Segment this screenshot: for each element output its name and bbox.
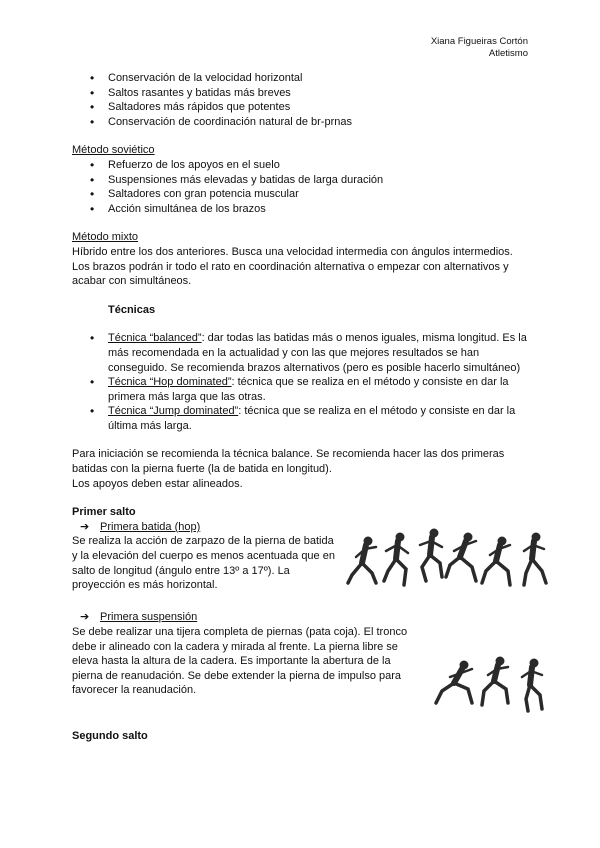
- technique-name: Técnica “balanced”: [108, 332, 202, 345]
- batida-paragraph: Se realiza la acción de zarpazo de la pierna de batida y la elevación del cuerpo es menos acentuada que en salto de longitud (ángulo entre 13º a 17º). La proyección es más horizontal.: [72, 535, 335, 592]
- apoyos-paragraph: Los apoyos deben estar alineados.: [72, 477, 243, 490]
- athlete-silhouette: [348, 537, 376, 583]
- athlete-silhouette: [524, 533, 546, 585]
- list-item: • Saltadores más rápidos que potentes: [72, 100, 527, 115]
- list-item: [72, 375, 527, 404]
- segundo-salto-heading: Segundo salto: [72, 730, 148, 743]
- technique-name: Técnica “Jump dominated”: [108, 405, 239, 418]
- athlete-silhouette: [384, 533, 408, 585]
- list-item: • Conservación de la velocidad horizontal: [72, 71, 527, 86]
- list-item: [72, 404, 527, 433]
- subject-name: Atletismo: [488, 48, 528, 59]
- page-header: [431, 36, 528, 60]
- technique-desc: : dar todas las batidas más o menos iguales, misma longitud. Es la más recomendada en la actualidad y con las que mejores resultados se han conseguido. Se recomienda brazos alternativos (pero es posible hacerlo simultáneo): [108, 332, 527, 374]
- list-item: • Refuerzo de los apoyos en el suelo: [72, 158, 527, 173]
- athlete-silhouette: [436, 661, 472, 703]
- batida-block: [72, 534, 527, 602]
- section-title-mixto: Método mixto: [72, 231, 139, 244]
- iniciacion-paragraph: Para iniciación se recomienda la técnica balance. Se recomienda hacer las dos primeras batidas con la pierna fuerte (la de batida en longitud).: [72, 448, 505, 476]
- suspension-subheading: [72, 610, 527, 625]
- sovietico-list: [72, 158, 527, 216]
- hop-sequence-figure: [346, 527, 556, 593]
- technique-name: Técnica “Hop dominated”: [108, 376, 232, 389]
- arrow-icon: ➔: [80, 520, 90, 533]
- technique-desc: : técnica que se realiza en el método y consiste en dar la última más larga.: [108, 405, 516, 432]
- batida-title: Primera batida (hop): [100, 520, 201, 533]
- author-name: Xiana Figueiras Cortón: [430, 36, 528, 47]
- athlete-silhouette: [482, 657, 508, 705]
- suspension-sequence-figure: [434, 653, 550, 713]
- mixto-paragraph: Híbrido entre los dos anteriores. Busca una velocidad intermedia con ángulos intermedios. Los brazos podrán ir todo el rato en coordinación alternativa o empezar con alternativos y acabar con simultáneos.: [72, 245, 513, 288]
- list-item: • Saltadores con gran potencia muscular: [72, 187, 527, 202]
- suspension-block: [72, 625, 527, 701]
- document-body: [72, 71, 527, 744]
- tecnicas-heading: Técnicas: [108, 303, 156, 316]
- list-item: [72, 331, 527, 375]
- athlete-silhouette: [420, 529, 442, 581]
- list-item: • Suspensiones más elevadas y batidas de larga duración: [72, 173, 527, 188]
- suspension-paragraph: Se debe realizar una tijera completa de piernas (pata coja). El tronco debe ir alineado con la cadera y mirada al frente. La pierna libre se eleva hasta la altura de la cadera. Es importante la abertura de la pierna de reanudación. Se debe extender la pierna de impulso para favorecer la reanudación.: [72, 626, 408, 697]
- list-item: • Conservación de coordinación natural de br-prnas: [72, 115, 527, 130]
- athlete-silhouette: [482, 537, 510, 585]
- athlete-silhouette: [522, 659, 542, 711]
- arrow-icon: ➔: [80, 611, 90, 624]
- technique-desc: : técnica que se realiza en el método y consiste en dar la primera más larga que las otras.: [108, 376, 509, 403]
- list-item: • Acción simultánea de los brazos: [72, 202, 527, 217]
- list-item: • Saltos rasantes y batidas más breves: [72, 86, 527, 101]
- primer-salto-heading: Primer salto: [72, 506, 136, 519]
- tecnicas-list: [72, 331, 527, 433]
- intro-list: [72, 71, 527, 129]
- section-title-sovietico: Método soviético: [72, 144, 155, 157]
- athlete-silhouette: [446, 533, 476, 581]
- suspension-title: Primera suspensión: [100, 611, 198, 624]
